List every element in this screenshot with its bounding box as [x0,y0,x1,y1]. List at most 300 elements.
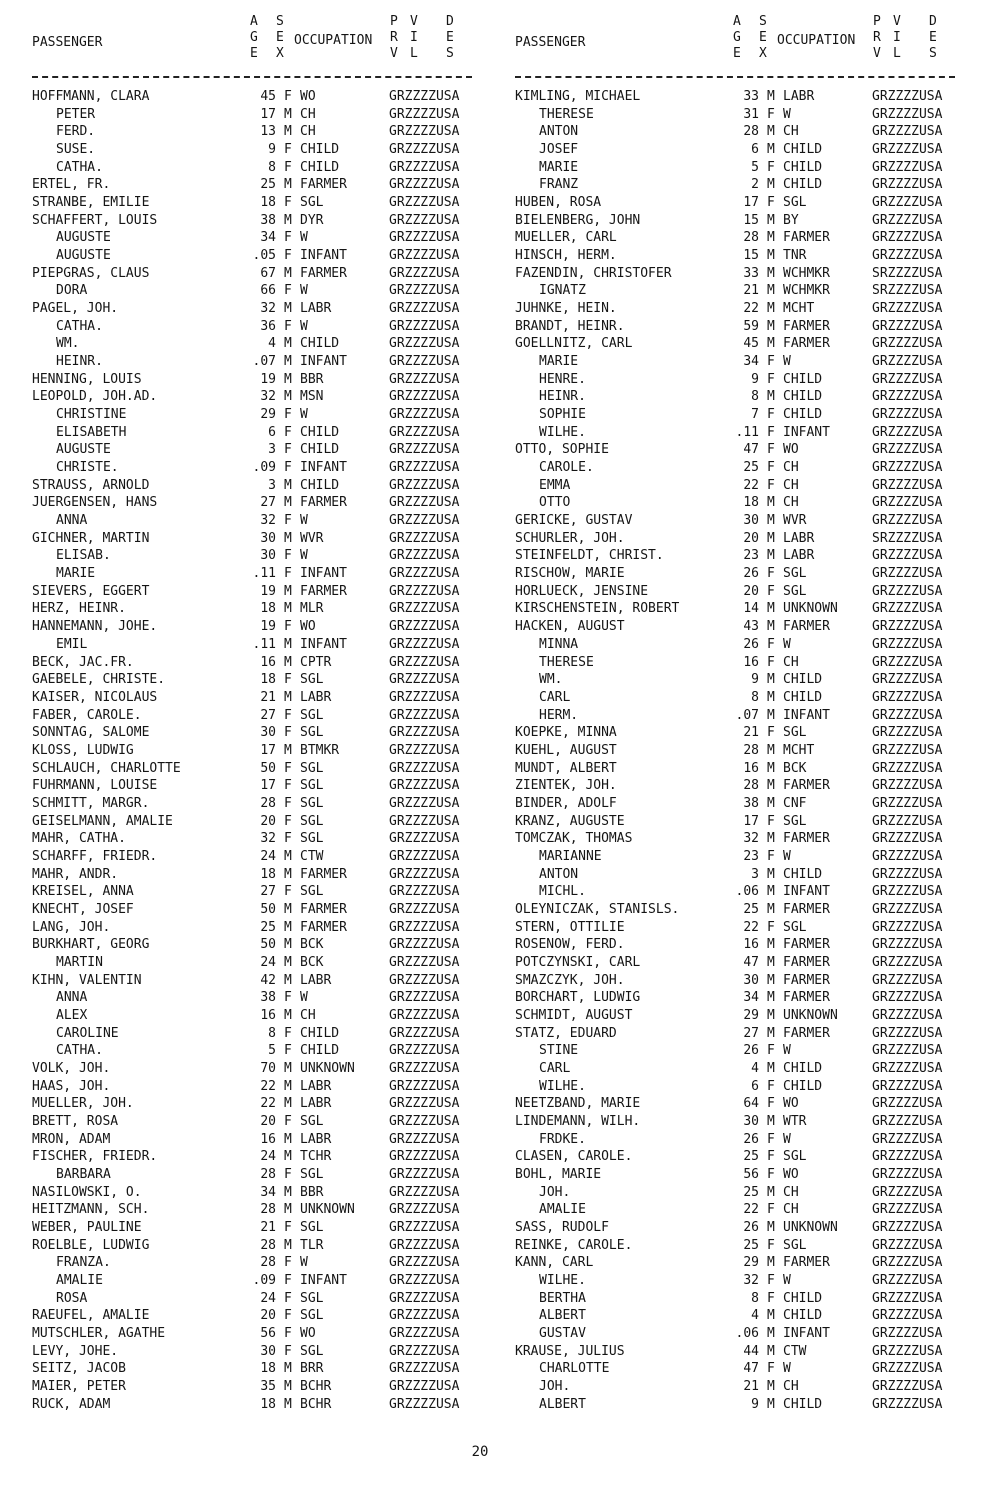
passenger-name: BORCHART, LUDWIG [515,990,641,1006]
province-village-destination-cell: GRZZZZUSA [872,1361,943,1377]
table-row [32,671,492,689]
occupation-cell: WO [783,1096,799,1112]
sex-cell: M [767,548,775,564]
occupation-cell: W [783,1361,791,1377]
sex-cell: M [284,972,292,988]
sex-cell: F [284,513,292,529]
passenger-name: FUHRMANN, LOUISE [32,778,158,794]
occupation-cell: INFANT [783,884,830,900]
sex-cell: M [767,1379,775,1395]
sex-cell: F [284,1343,292,1359]
sex-cell: M [284,1361,292,1377]
age-cell: 14 [743,601,759,617]
province-village-destination-cell: GRZZZZUSA [389,1131,460,1147]
age-cell: 18 [260,866,276,882]
age-cell: 8 [751,1290,759,1306]
passenger-name: KNECHT, JOSEF [32,901,134,917]
province-village-destination-cell: GRZZZZUSA [872,619,943,635]
passenger-name: SCHARFF, FRIEDR. [32,848,158,864]
table-row [32,212,492,230]
occupation-cell: SGL [300,1343,324,1359]
sex-cell: M [767,495,775,511]
age-cell: 28 [260,1202,276,1218]
province-village-destination-cell: GRZZZZUSA [872,725,943,741]
passenger-name: BOHL, MARIE [515,1166,602,1182]
province-village-destination-cell: GRZZZZUSA [389,831,460,847]
age-cell: 18 [260,1361,276,1377]
age-cell: 28 [260,1237,276,1253]
age-cell: 44 [743,1343,759,1359]
age-cell: 8 [751,389,759,405]
table-row [515,689,975,707]
sex-cell: F [284,813,292,829]
passenger-name: BECK, JAC.FR. [32,654,134,670]
table-row [515,1272,975,1290]
province-village-destination-cell: GRZZZZUSA [872,1343,943,1359]
occupation-cell: LABR [300,1096,332,1112]
table-row [32,1184,492,1202]
passenger-name: MARIE [539,159,579,175]
age-cell: 38 [260,212,276,228]
age-cell: 9 [751,672,759,688]
age-cell: 22 [743,477,759,493]
age-cell: 20 [743,530,759,546]
passenger-name: HEINR. [539,389,586,405]
occupation-cell: INFANT [300,1273,347,1289]
table-row [515,1078,975,1096]
occupation-cell: W [783,636,791,652]
sex-cell: M [767,1220,775,1235]
page-number: 20 [471,1444,489,1460]
age-cell: 25 [743,1149,759,1165]
sex-cell: F [767,442,775,458]
age-cell: 25 [743,1237,759,1253]
header-prv: P R V [390,14,398,61]
occupation-cell: W [300,513,308,529]
sex-cell: M [767,866,775,882]
table-row [32,424,492,442]
passenger-name: OLEYNICZAK, STANISLS. [515,901,680,917]
occupation-cell: SGL [300,1220,324,1235]
occupation-cell: W [783,1043,791,1059]
passenger-name: AUGUSTE [56,442,111,458]
passenger-name: ALBERT [539,1308,586,1324]
table-row [32,141,492,159]
sex-cell: F [767,477,775,493]
age-cell: 21 [260,1220,276,1235]
sex-cell: M [767,1396,775,1412]
province-village-destination-cell: GRZZZZUSA [389,672,460,688]
passenger-name: GUSTAV [539,1326,586,1342]
age-cell: 43 [743,619,759,635]
sex-cell: M [767,124,775,140]
province-village-destination-cell: GRZZZZUSA [872,1113,943,1129]
occupation-cell: CHILD [300,159,340,175]
passenger-name: KLOSS, LUDWIG [32,742,134,758]
province-village-destination-cell: GRZZZZUSA [389,1396,460,1412]
sex-cell: F [284,283,292,299]
passenger-name: ANNA [56,990,88,1006]
age-cell: 31 [743,106,759,122]
age-cell: 34 [260,230,276,246]
sex-cell: F [767,848,775,864]
occupation-cell: LABR [300,1078,332,1094]
age-cell: .11 [735,424,759,440]
age-cell: 30 [260,1343,276,1359]
sex-cell: F [284,159,292,175]
passenger-name: WILHE. [539,1273,586,1289]
passenger-name: MAHR, ANDR. [32,866,119,882]
sex-cell: M [767,972,775,988]
sex-cell: F [284,831,292,847]
age-cell: 26 [743,1131,759,1147]
table-row [515,1307,975,1325]
table-row [32,406,492,424]
sex-cell: F [284,619,292,635]
province-village-destination-cell: GRZZZZUSA [389,954,460,970]
province-village-destination-cell: GRZZZZUSA [872,89,943,104]
age-cell: 50 [260,937,276,953]
age-cell: 35 [260,1379,276,1395]
occupation-cell: CHILD [783,1078,823,1094]
passenger-name: HUBEN, ROSA [515,195,602,211]
table-row [515,229,975,247]
table-row [32,1272,492,1290]
sex-cell: F [284,89,292,104]
age-cell: 4 [268,336,276,352]
province-village-destination-cell: GRZZZZUSA [872,1273,943,1289]
province-village-destination-cell: GRZZZZUSA [389,1290,460,1306]
age-cell: 9 [751,371,759,387]
occupation-cell: WO [300,89,316,104]
occupation-cell: SGL [783,813,807,829]
province-village-destination-cell: GRZZZZUSA [389,707,460,723]
passenger-name: ALBERT [539,1396,586,1412]
table-row [32,1042,492,1060]
passenger-name: ROELBLE, LUDWIG [32,1237,150,1253]
province-village-destination-cell: GRZZZZUSA [389,1202,460,1218]
province-village-destination-cell: GRZZZZUSA [389,583,460,599]
table-row [515,954,975,972]
province-village-destination-cell: GRZZZZUSA [872,407,943,423]
age-cell: 32 [260,831,276,847]
province-village-destination-cell: GRZZZZUSA [872,1255,943,1271]
age-cell: 17 [260,106,276,122]
sex-cell: M [767,707,775,723]
sex-cell: M [767,990,775,1006]
table-row [515,795,975,813]
table-row [32,866,492,884]
occupation-cell: CH [300,106,316,122]
passenger-name: BINDER, ADOLF [515,795,617,811]
age-cell: 21 [743,725,759,741]
table-row [32,159,492,177]
occupation-cell: INFANT [300,354,347,370]
passenger-name: ANNA [56,513,88,529]
passenger-name: RUCK, ADAM [32,1396,111,1412]
occupation-cell: CHILD [300,336,340,352]
occupation-cell: TNR [783,248,807,264]
sex-cell: M [284,1078,292,1094]
province-village-destination-cell: GRZZZZUSA [872,672,943,688]
occupation-cell: CHILD [783,1308,823,1324]
age-cell: 18 [743,495,759,511]
province-village-destination-cell: GRZZZZUSA [389,1379,460,1395]
province-village-destination-cell: GRZZZZUSA [389,813,460,829]
age-cell: 26 [743,636,759,652]
province-village-destination-cell: GRZZZZUSA [389,1343,460,1359]
passenger-name: GEISELMANN, AMALIE [32,813,173,829]
passenger-rows [32,88,492,1413]
column-header [32,14,492,70]
passenger-name: CATHA. [56,159,103,175]
province-village-destination-cell: GRZZZZUSA [872,1290,943,1306]
table-row [515,123,975,141]
occupation-cell: CHILD [783,689,823,705]
table-row [32,636,492,654]
age-cell: 28 [260,1166,276,1182]
age-cell: 45 [260,89,276,104]
passenger-list-right [515,14,975,1412]
occupation-cell: LABR [300,1131,332,1147]
occupation-cell: W [300,1255,308,1271]
age-cell: 20 [260,813,276,829]
passenger-name: BERTHA [539,1290,586,1306]
province-village-destination-cell: GRZZZZUSA [389,937,460,953]
sex-cell: F [767,636,775,652]
occupation-cell: INFANT [300,566,347,582]
occupation-cell: FARMER [783,972,830,988]
age-cell: 21 [743,283,759,299]
sex-cell: M [284,212,292,228]
table-row [515,972,975,990]
age-cell: 32 [260,513,276,529]
occupation-cell: FARMER [300,495,347,511]
province-village-destination-cell: GRZZZZUSA [389,407,460,423]
province-village-destination-cell: GRZZZZUSA [389,566,460,582]
occupation-cell: BRR [300,1361,324,1377]
age-cell: 6 [751,1078,759,1094]
province-village-destination-cell: GRZZZZUSA [872,848,943,864]
occupation-cell: CHILD [300,1025,340,1041]
age-cell: 45 [743,336,759,352]
province-village-destination-cell: GRZZZZUSA [389,619,460,635]
table-row [515,247,975,265]
occupation-cell: SGL [783,566,807,582]
province-village-destination-cell: GRZZZZUSA [389,689,460,705]
passenger-name: IGNATZ [539,283,586,299]
occupation-cell: FARMER [300,583,347,599]
passenger-name: AUGUSTE [56,230,111,246]
table-row [32,1396,492,1414]
province-village-destination-cell: GRZZZZUSA [872,195,943,211]
sex-cell: M [767,336,775,352]
table-row [515,530,975,548]
table-row [32,1307,492,1325]
occupation-cell: CH [783,495,799,511]
table-row [515,1095,975,1113]
occupation-cell: MLR [300,601,324,617]
age-cell: 28 [260,1255,276,1271]
province-village-destination-cell: GRZZZZUSA [389,195,460,211]
sex-cell: M [767,795,775,811]
sex-cell: M [284,354,292,370]
province-village-destination-cell: SRZZZZUSA [872,530,943,546]
passenger-name: ALEX [56,1007,88,1023]
province-village-destination-cell: GRZZZZUSA [389,1025,460,1041]
province-village-destination-cell: GRZZZZUSA [872,689,943,705]
table-row [515,1148,975,1166]
table-row [32,618,492,636]
sex-cell: F [767,1290,775,1306]
occupation-cell: MSN [300,389,324,405]
occupation-cell: SGL [783,195,807,211]
province-village-destination-cell: GRZZZZUSA [872,1326,943,1342]
sex-cell: F [284,1255,292,1271]
province-village-destination-cell: GRZZZZUSA [389,1184,460,1200]
occupation-cell: CHILD [300,142,340,158]
passenger-name: MICHL. [539,884,586,900]
occupation-cell: W [783,354,791,370]
age-cell: 21 [743,1379,759,1395]
sex-cell: M [767,937,775,953]
province-village-destination-cell: GRZZZZUSA [389,1113,460,1129]
province-village-destination-cell: GRZZZZUSA [872,371,943,387]
passenger-name: KREISEL, ANNA [32,884,134,900]
occupation-cell: SGL [300,831,324,847]
sex-cell: F [767,354,775,370]
passenger-name: HOFFMANN, CLARA [32,89,150,104]
table-row [32,477,492,495]
province-village-destination-cell: GRZZZZUSA [389,336,460,352]
sex-cell: F [284,1273,292,1289]
sex-cell: M [767,1326,775,1342]
province-village-destination-cell: GRZZZZUSA [872,601,943,617]
passenger-name: TOMCZAK, THOMAS [515,831,633,847]
table-row [515,1007,975,1025]
table-row [32,1254,492,1272]
occupation-cell: CHILD [783,407,823,423]
sex-cell: M [767,1007,775,1023]
sex-cell: M [767,318,775,334]
sex-cell: F [284,442,292,458]
sex-cell: M [767,301,775,317]
province-village-destination-cell: GRZZZZUSA [872,212,943,228]
passenger-name: MUELLER, JOH. [32,1096,134,1112]
passenger-name: POTCZYNSKI, CARL [515,954,641,970]
passenger-name: GERICKE, GUSTAV [515,513,633,529]
table-row [515,901,975,919]
occupation-cell: CH [783,1184,799,1200]
occupation-cell: W [783,848,791,864]
occupation-cell: CNF [783,795,807,811]
sex-cell: F [767,460,775,476]
passenger-name: HACKEN, AUGUST [515,619,625,635]
header-vil: V I L [893,14,901,61]
header-passenger: PASSENGER [515,35,586,50]
passenger-name: FABER, CAROLE. [32,707,142,723]
passenger-name: WM. [539,672,563,688]
occupation-cell: SGL [300,1166,324,1182]
table-row [515,600,975,618]
sex-cell: F [284,248,292,264]
province-village-destination-cell: GRZZZZUSA [389,1308,460,1324]
sex-cell: M [284,495,292,511]
sex-cell: M [767,1113,775,1129]
sex-cell: M [284,177,292,193]
occupation-cell: CHILD [783,1060,823,1076]
table-row [32,760,492,778]
table-row [515,88,975,106]
age-cell: 25 [743,460,759,476]
sex-cell: M [767,212,775,228]
occupation-cell: FARMER [783,937,830,953]
age-cell: 29 [743,1007,759,1023]
occupation-cell: W [300,283,308,299]
occupation-cell: CPTR [300,654,332,670]
age-cell: 7 [751,407,759,423]
passenger-name: LANG, JOH. [32,919,111,935]
sex-cell: M [284,1184,292,1200]
province-village-destination-cell: GRZZZZUSA [872,1096,943,1112]
sex-cell: M [284,919,292,935]
province-village-destination-cell: GRZZZZUSA [389,1007,460,1023]
province-village-destination-cell: GRZZZZUSA [389,866,460,882]
province-village-destination-cell: GRZZZZUSA [389,778,460,794]
table-row [515,1166,975,1184]
passenger-name: PETER [56,106,96,122]
occupation-cell: CHILD [783,389,823,405]
age-cell: 23 [743,848,759,864]
age-cell: 64 [743,1096,759,1112]
passenger-name: FRDKE. [539,1131,586,1147]
sex-cell: F [284,1113,292,1129]
province-village-destination-cell: GRZZZZUSA [389,1043,460,1059]
occupation-cell: FARMER [783,619,830,635]
occupation-cell: SGL [300,884,324,900]
table-row [32,1078,492,1096]
age-cell: 20 [743,583,759,599]
occupation-cell: MCHT [783,301,815,317]
table-row [32,707,492,725]
sex-cell: M [284,689,292,705]
passenger-name: HEINR. [56,354,103,370]
province-village-destination-cell: GRZZZZUSA [389,89,460,104]
province-village-destination-cell: GRZZZZUSA [872,1379,943,1395]
passenger-name: MARIE [56,566,96,582]
province-village-destination-cell: GRZZZZUSA [872,1043,943,1059]
age-cell: .07 [252,354,276,370]
sex-cell: M [284,301,292,317]
sex-cell: M [767,1184,775,1200]
province-village-destination-cell: GRZZZZUSA [872,142,943,158]
table-row [515,459,975,477]
passenger-name: MRON, ADAM [32,1131,111,1147]
age-cell: 50 [260,901,276,917]
passenger-name: SIEVERS, EGGERT [32,583,150,599]
passenger-name: GOELLNITZ, CARL [515,336,633,352]
sex-cell: M [767,513,775,529]
table-row [515,212,975,230]
table-row [32,300,492,318]
province-village-destination-cell: GRZZZZUSA [872,813,943,829]
occupation-cell: WO [783,1166,799,1182]
table-row [515,547,975,565]
age-cell: 30 [743,972,759,988]
passenger-name: KIHN, VALENTIN [32,972,142,988]
province-village-destination-cell: GRZZZZUSA [872,1166,943,1182]
sex-cell: F [767,1096,775,1112]
